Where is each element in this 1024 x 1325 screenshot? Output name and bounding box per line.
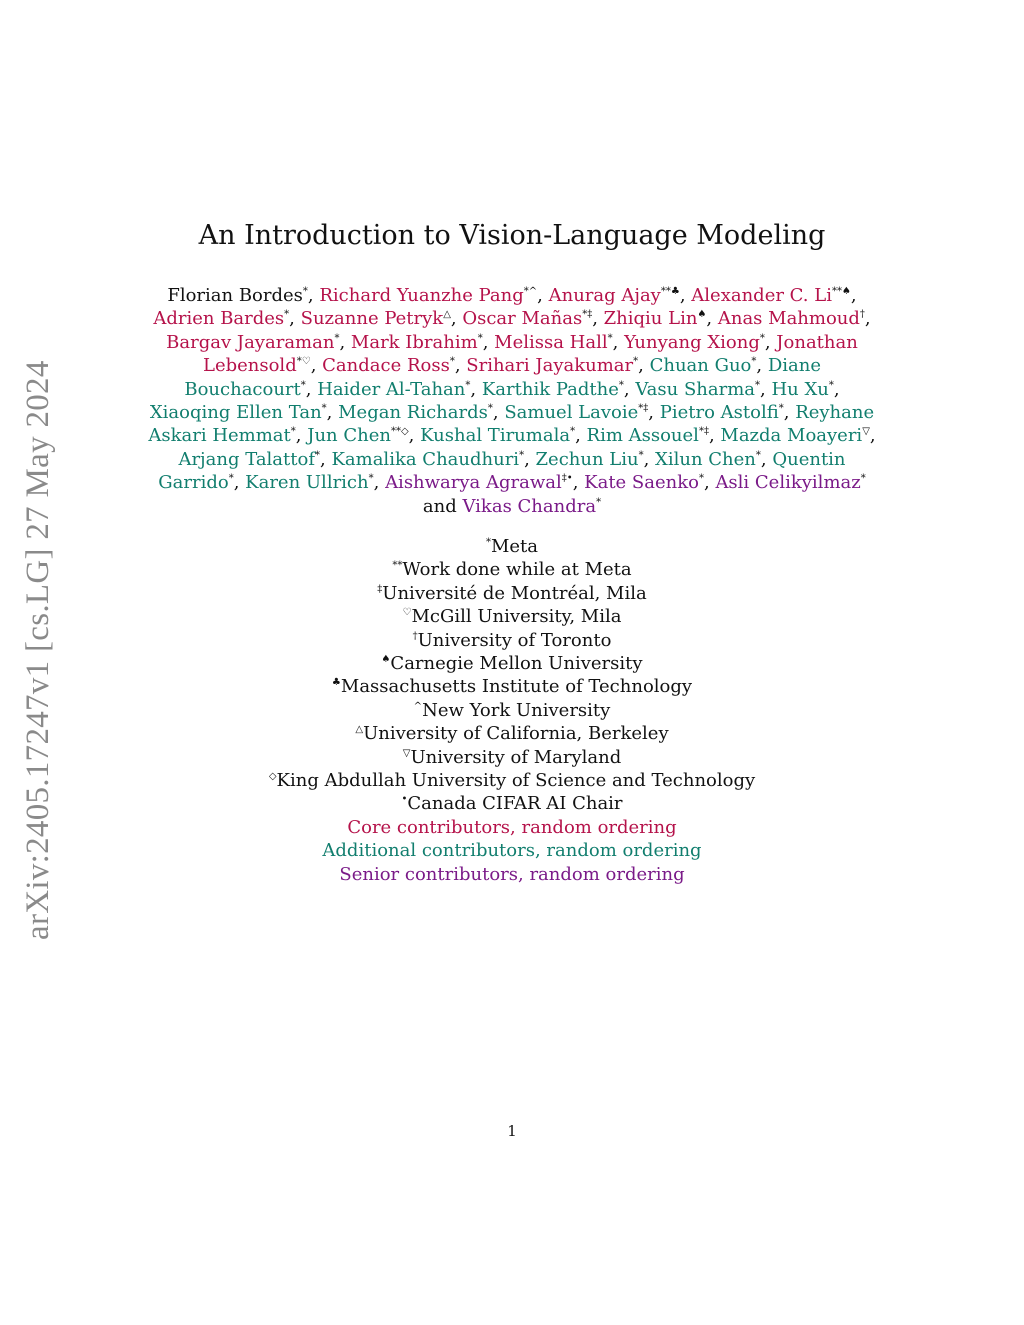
author-name[interactable]: Suzanne Petryk bbox=[300, 308, 444, 330]
affiliation-mark: † bbox=[859, 309, 865, 321]
affiliation-mark: *‡ bbox=[698, 426, 709, 438]
author-entry bbox=[718, 308, 871, 329]
author-name[interactable]: Megan Richards bbox=[338, 402, 488, 424]
author-separator: , bbox=[233, 472, 246, 494]
author-separator: , bbox=[524, 448, 536, 470]
author-entry bbox=[536, 449, 656, 470]
author-entry bbox=[462, 496, 601, 517]
author-entry bbox=[549, 285, 692, 306]
author-entry bbox=[331, 449, 535, 470]
author-separator: , bbox=[708, 425, 721, 447]
author-separator: , bbox=[756, 355, 768, 377]
author-entry bbox=[504, 402, 659, 423]
author-separator: , bbox=[864, 308, 871, 330]
author-name[interactable]: Asli Celikyilmaz bbox=[715, 472, 861, 494]
affiliation-mark: * bbox=[284, 309, 290, 321]
author-entry bbox=[385, 472, 584, 493]
author-separator: and bbox=[422, 495, 463, 517]
author-separator: , bbox=[592, 308, 604, 330]
author-name[interactable]: Bargav Jayaraman bbox=[166, 331, 335, 353]
affiliation-name: Université de Montréal, Mila bbox=[382, 582, 647, 604]
author-separator: , bbox=[454, 355, 467, 377]
author-name[interactable]: Aishwarya Agrawal bbox=[385, 472, 562, 494]
affiliation-item bbox=[0, 699, 1024, 722]
affiliation-name: King Abdullah University of Science and Technology bbox=[276, 770, 756, 792]
author-entry bbox=[420, 425, 586, 446]
affiliation-mark: * bbox=[290, 426, 296, 438]
author-entry bbox=[178, 449, 331, 470]
affiliation-mark: * bbox=[607, 332, 613, 344]
author-name[interactable]: Candace Ross bbox=[322, 355, 450, 377]
author-name[interactable]: Jun Chen bbox=[307, 425, 391, 447]
author-separator: , bbox=[295, 425, 308, 447]
author-name[interactable]: Alexander C. Li bbox=[691, 285, 832, 306]
affiliation-mark: △ bbox=[443, 309, 451, 321]
author-separator: , bbox=[643, 448, 656, 470]
author-entry bbox=[584, 472, 715, 493]
affiliation-mark: **◇ bbox=[390, 426, 409, 438]
affiliation-mark: * bbox=[778, 403, 784, 415]
author-name[interactable]: Karthik Padthe bbox=[481, 378, 619, 400]
affiliation-mark: * bbox=[860, 473, 866, 485]
author-name[interactable]: Samuel Lavoie bbox=[504, 402, 639, 424]
affiliation-mark: * bbox=[321, 403, 327, 415]
affiliation-mark: * bbox=[751, 356, 757, 368]
author-entry bbox=[153, 308, 300, 329]
author-name[interactable]: Arjang Talattof bbox=[178, 448, 315, 470]
author-separator: , bbox=[339, 331, 351, 353]
author-separator: , bbox=[537, 285, 549, 306]
affiliation-item bbox=[0, 722, 1024, 745]
author-separator: , bbox=[310, 355, 323, 377]
author-entry bbox=[650, 355, 768, 376]
author-entry bbox=[317, 379, 482, 400]
author-name[interactable]: Kushal Tirumala bbox=[420, 425, 571, 447]
author-entry bbox=[587, 425, 721, 446]
arxiv-side-stamp: arXiv:2405.17247v1 [cs.LG] 27 May 2024 bbox=[20, 360, 56, 940]
affiliation-mark: *^ bbox=[523, 286, 538, 297]
affiliation-name: University of Toronto bbox=[417, 629, 612, 651]
affiliation-mark: ♠ bbox=[381, 654, 391, 666]
affiliation-mark: * bbox=[485, 537, 491, 548]
author-entry bbox=[660, 402, 795, 423]
paper-title: An Introduction to Vision-Language Modeling bbox=[198, 220, 826, 251]
affiliation-mark: * bbox=[300, 379, 306, 391]
affiliation-mark: * bbox=[302, 286, 308, 297]
affiliation-item bbox=[0, 746, 1024, 769]
affiliation-mark: * bbox=[755, 379, 761, 391]
affiliation-mark: * bbox=[633, 356, 639, 368]
affiliation-mark: * bbox=[465, 379, 471, 391]
affiliation-list bbox=[0, 535, 1024, 816]
author-name[interactable]: Karen Ullrich bbox=[245, 472, 369, 494]
affiliation-mark: * bbox=[570, 426, 576, 438]
affiliation-mark: * bbox=[596, 496, 602, 508]
author-separator: , bbox=[307, 285, 320, 306]
affiliation-item bbox=[0, 769, 1024, 792]
author-separator: , bbox=[648, 402, 660, 424]
affiliation-name: University of Maryland bbox=[410, 746, 622, 768]
author-separator: , bbox=[703, 472, 716, 494]
affiliation-mark: ^ bbox=[413, 700, 423, 712]
author-entry bbox=[319, 285, 548, 306]
author-separator: , bbox=[638, 355, 650, 377]
affiliation-mark: † bbox=[412, 630, 418, 642]
affiliation-name: McGill University, Mila bbox=[411, 606, 622, 628]
author-name[interactable]: Yunyang Xiong bbox=[624, 331, 760, 353]
affiliation-mark: * bbox=[618, 379, 624, 391]
author-name[interactable]: Kamalika Chaudhuri bbox=[331, 448, 520, 470]
author-entry bbox=[351, 332, 494, 353]
affiliation-item bbox=[0, 605, 1024, 628]
author-entry bbox=[307, 425, 420, 446]
affiliation-mark: ◇ bbox=[268, 771, 277, 783]
author-name[interactable]: Vasu Sharma bbox=[635, 378, 756, 400]
affiliation-mark: △ bbox=[355, 724, 364, 736]
author-name[interactable]: Mark Ibrahim bbox=[350, 331, 478, 353]
author-separator: , bbox=[482, 331, 495, 353]
affiliation-item bbox=[0, 535, 1024, 558]
author-entry bbox=[604, 308, 718, 329]
author-separator: , bbox=[706, 308, 718, 330]
author-separator: , bbox=[869, 425, 876, 447]
affiliation-item bbox=[0, 652, 1024, 675]
affiliation-mark: ♠ bbox=[697, 309, 707, 321]
author-name[interactable]: Florian Bordes bbox=[167, 285, 303, 306]
author-name[interactable]: Quentin Garrido bbox=[158, 448, 846, 494]
affiliation-mark: * bbox=[477, 332, 483, 344]
affiliation-mark: ‡• bbox=[561, 473, 573, 485]
author-separator: , bbox=[326, 402, 339, 424]
affiliation-mark: ♣ bbox=[331, 677, 341, 689]
author-name[interactable]: Anas Mahmoud bbox=[717, 308, 860, 330]
author-entry bbox=[338, 402, 504, 423]
affiliation-mark: * bbox=[519, 449, 525, 461]
author-entry bbox=[624, 332, 776, 353]
author-list bbox=[145, 284, 879, 518]
author-name[interactable]: Reyhane Askari Hemmat bbox=[148, 402, 875, 447]
affiliation-mark: * bbox=[315, 449, 320, 461]
affiliation-mark: * bbox=[755, 449, 761, 461]
author-separator: , bbox=[850, 285, 857, 306]
author-name[interactable]: Melissa Hall bbox=[494, 331, 608, 353]
affiliation-item bbox=[0, 792, 1024, 815]
author-entry bbox=[166, 332, 351, 353]
author-entry bbox=[301, 308, 463, 329]
affiliations-block bbox=[0, 535, 1024, 886]
author-entry bbox=[462, 308, 603, 329]
author-name[interactable]: Adrien Bardes bbox=[153, 308, 285, 330]
legend-item-core: Core contributors, random ordering bbox=[347, 816, 677, 838]
author-separator: , bbox=[492, 402, 505, 424]
affiliation-mark: ** bbox=[392, 560, 403, 572]
author-entry bbox=[150, 402, 338, 423]
affiliation-mark: ♡ bbox=[402, 607, 412, 619]
affiliation-name: Meta bbox=[490, 536, 539, 557]
author-separator: , bbox=[470, 378, 482, 400]
author-name[interactable]: Kate Saenko bbox=[584, 472, 699, 494]
author-entry bbox=[494, 332, 624, 353]
affiliation-mark: • bbox=[401, 794, 408, 806]
author-name[interactable]: Oscar Mañas bbox=[462, 308, 583, 330]
author-entry bbox=[691, 285, 856, 306]
author-entry bbox=[322, 355, 466, 376]
author-name[interactable]: Mazda Moayeri bbox=[720, 425, 863, 447]
author-name[interactable]: Rim Assouel bbox=[586, 425, 699, 447]
author-separator: , bbox=[575, 425, 587, 447]
legend-item-add: Additional contributors, random ordering bbox=[322, 840, 702, 862]
author-entry bbox=[167, 285, 319, 306]
author-name[interactable]: Pietro Astolfi bbox=[659, 402, 779, 424]
affiliation-mark: * bbox=[698, 473, 704, 485]
author-separator: , bbox=[623, 378, 636, 400]
author-name[interactable]: Xiaoqing Ellen Tan bbox=[149, 402, 322, 424]
author-separator: , bbox=[783, 402, 796, 424]
author-name[interactable]: Hu Xu bbox=[771, 378, 829, 400]
author-entry bbox=[245, 472, 385, 493]
author-entry bbox=[771, 379, 839, 400]
author-separator: , bbox=[612, 331, 625, 353]
affiliation-name: New York University bbox=[422, 699, 611, 721]
author-entry bbox=[635, 379, 771, 400]
affiliation-name: Carnegie Mellon University bbox=[390, 653, 643, 675]
affiliation-mark: * bbox=[334, 332, 340, 344]
affiliation-mark: * bbox=[638, 449, 644, 461]
author-name[interactable]: Vikas Chandra bbox=[462, 495, 597, 517]
author-separator: , bbox=[760, 448, 773, 470]
author-entry bbox=[482, 379, 635, 400]
affiliation-item bbox=[0, 629, 1024, 652]
author-separator: , bbox=[373, 472, 386, 494]
affiliation-mark: *‡ bbox=[582, 309, 593, 321]
author-name[interactable]: Haider Al-Tahan bbox=[317, 378, 466, 400]
affiliation-mark: * bbox=[759, 332, 765, 344]
affiliation-mark: ▽ bbox=[402, 747, 411, 759]
affiliation-name: Canada CIFAR AI Chair bbox=[407, 793, 623, 815]
affiliation-mark: **♠ bbox=[831, 286, 851, 297]
affiliation-mark: **♣ bbox=[660, 286, 680, 297]
author-separator: , bbox=[320, 448, 332, 470]
author-separator: , bbox=[760, 378, 772, 400]
author-name[interactable]: Diane Bouchacourt bbox=[184, 355, 822, 400]
affiliation-mark: *♡ bbox=[296, 356, 311, 368]
affiliation-item bbox=[0, 675, 1024, 698]
author-separator: , bbox=[408, 425, 421, 447]
affiliation-item bbox=[0, 582, 1024, 605]
affiliation-name: University of California, Berkeley bbox=[363, 723, 669, 745]
affiliation-mark: * bbox=[487, 403, 493, 415]
author-name[interactable]: Chuan Guo bbox=[649, 355, 752, 377]
author-name[interactable]: Richard Yuanzhe Pang bbox=[319, 285, 524, 306]
affiliation-item bbox=[0, 558, 1024, 581]
author-name[interactable]: Anurag Ajay bbox=[548, 285, 661, 306]
author-name[interactable]: Zhiqiu Lin bbox=[603, 308, 698, 330]
author-separator: , bbox=[764, 331, 777, 353]
author-separator: , bbox=[289, 308, 301, 330]
author-separator: , bbox=[450, 308, 463, 330]
affiliation-name: Massachusetts Institute of Technology bbox=[340, 676, 693, 698]
author-name[interactable]: Jonathan Lebensold bbox=[202, 331, 858, 377]
affiliation-mark: ‡ bbox=[377, 583, 383, 595]
author-name[interactable]: Zechun Liu bbox=[535, 448, 639, 470]
author-entry bbox=[655, 449, 772, 470]
author-separator: , bbox=[679, 285, 692, 306]
page-number: 1 bbox=[507, 1122, 517, 1140]
affiliation-mark: * bbox=[368, 473, 374, 485]
affiliation-mark: *‡ bbox=[638, 403, 649, 415]
author-separator: , bbox=[833, 378, 840, 400]
author-separator: , bbox=[572, 472, 585, 494]
author-entry bbox=[720, 425, 875, 446]
affiliation-name: Work done while at Meta bbox=[402, 559, 632, 581]
author-name[interactable]: Xilun Chen bbox=[655, 448, 756, 470]
contributor-legend bbox=[0, 816, 1024, 886]
affiliation-mark: ▽ bbox=[862, 426, 870, 438]
author-entry bbox=[466, 355, 649, 376]
author-name[interactable]: Srihari Jayakumar bbox=[466, 355, 634, 377]
author-separator: , bbox=[305, 378, 318, 400]
affiliation-mark: * bbox=[228, 473, 234, 485]
legend-item-senior: Senior contributors, random ordering bbox=[339, 863, 685, 885]
affiliation-mark: * bbox=[828, 379, 834, 391]
affiliation-mark: * bbox=[449, 356, 455, 368]
